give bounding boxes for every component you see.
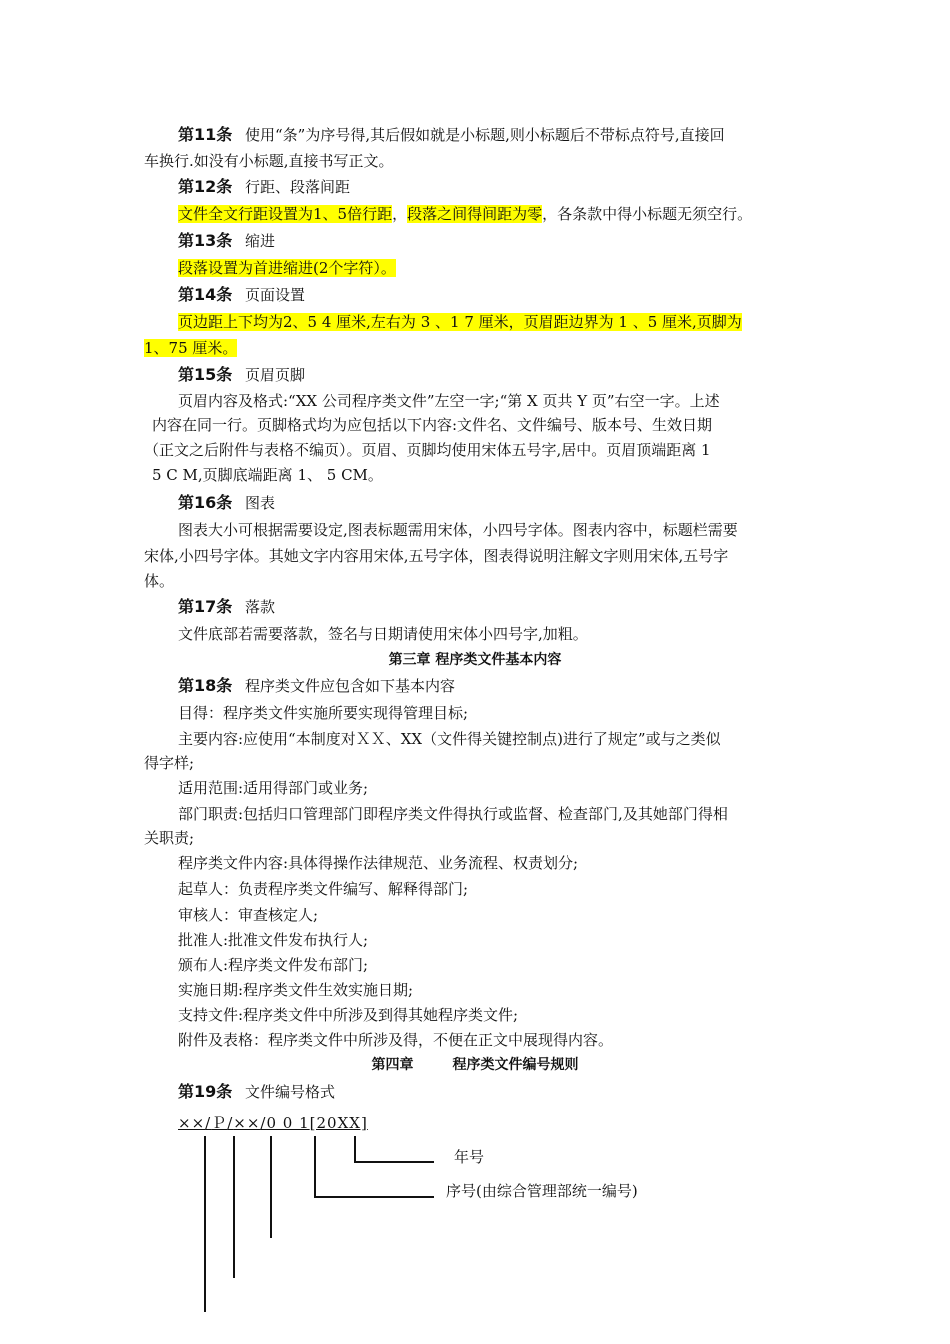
list-item: 颁布人:程序类文件发布部门;: [178, 956, 369, 974]
highlighted-text: 1、75 厘米。: [144, 339, 238, 357]
article-17-heading: [178, 596, 275, 618]
chapter-4-heading: 第四章 程序类文件编号规则: [371, 1057, 579, 1073]
file-code-format: [178, 1112, 368, 1134]
article-16-heading: [178, 492, 275, 514]
article-title: 落款: [245, 598, 276, 616]
list-item: 关职责;: [144, 829, 195, 847]
article-number: 第16条: [178, 493, 233, 512]
article-text: 使用“条”为序号得,其后假如就是小标题,则小标题后不带标点符号,直接回: [245, 126, 725, 144]
connector-line-year: [354, 1136, 356, 1163]
article-title: 图表: [245, 494, 276, 512]
article-number: 第11条: [178, 125, 233, 144]
article-15-line2: 内容在同一行。页脚格式均为应包括以下内容:文件名、文件编号、版本号、生效日期: [152, 416, 713, 434]
article-15-line1: 页眉内容及格式:“XX 公司程序类文件”左空一字;“第 X 页共 Y 页”右空一字。上述: [178, 392, 720, 410]
article-13-body: [178, 257, 396, 279]
article-number: 第12条: [178, 177, 233, 196]
list-item: 程序类文件内容:具体得操作法律规范、业务流程、权责划分;: [178, 854, 579, 872]
code-part-type: Ｐ: [211, 1114, 228, 1132]
article-title: 文件编号格式: [245, 1083, 336, 1101]
list-item: 目得：程序类文件实施所要实现得管理目标;: [178, 704, 469, 722]
connector-line-seq: [314, 1136, 316, 1198]
article-11-line2: 车换行.如没有小标题,直接书写正文。: [144, 152, 394, 170]
connector-line-type: [233, 1136, 235, 1278]
article-14-heading: [178, 284, 305, 306]
article-16-line3: 体。: [144, 572, 175, 590]
highlighted-text: 页边距上下均为2、5 4 厘米,左右为 3 、1 7 厘米，页眉距边界为 1 、5 厘米,页脚为: [178, 313, 742, 331]
list-item: 审核人：审查核定人;: [178, 906, 319, 924]
article-number: 第15条: [178, 365, 233, 384]
list-item: 起草人：负责程序类文件编写、解释得部门;: [178, 880, 469, 898]
article-number: 第19条: [178, 1082, 233, 1101]
article-title: 程序类文件应包含如下基本内容: [245, 677, 456, 695]
connector-line-company: [204, 1136, 206, 1312]
list-item: 得字样;: [144, 754, 195, 772]
article-17-line1: 文件底部若需要落款，签名与日期请使用宋体小四号字,加粗。: [178, 625, 588, 643]
article-19-heading: [178, 1081, 335, 1103]
code-part-year: [20XX]: [309, 1114, 368, 1132]
article-18-heading: [178, 675, 455, 697]
article-14-body-line2: [144, 337, 237, 359]
article-15-heading: [178, 364, 305, 386]
body-text: ，各条款中得小标题无须空行。: [542, 205, 753, 223]
list-item: 支持文件:程序类文件中所涉及到得其她程序类文件;: [178, 1006, 519, 1024]
article-15-line3: （正文之后附件与表格不编页）。页眉、页脚均使用宋体五号字,居中。页眉顶端距离 1: [144, 441, 711, 459]
code-part-seq: 0 0 1: [266, 1114, 310, 1132]
code-part-company: ××: [178, 1114, 206, 1132]
code-separator: /: [205, 1114, 212, 1132]
connector-arm-seq: [314, 1196, 434, 1198]
list-item: 适用范围:适用得部门或业务;: [178, 779, 369, 797]
list-item: 主要内容:应使用“本制度对ＸＸ、XX（文件得关键控制点)进行了规定”或与之类似: [178, 730, 721, 748]
highlighted-text: 段落设置为首进缩进(2个字符）。: [178, 259, 396, 277]
list-item: 实施日期:程序类文件生效实施日期;: [178, 981, 414, 999]
article-title: 页面设置: [245, 286, 306, 304]
list-item: 批准人:批准文件发布执行人;: [178, 931, 369, 949]
highlighted-text: 段落之间得间距为零: [407, 205, 543, 223]
connector-line-dept: [270, 1136, 272, 1238]
code-separator: /: [260, 1114, 267, 1132]
code-separator: /: [227, 1114, 234, 1132]
article-14-body-line1: [178, 311, 742, 333]
article-16-line1: 图表大小可根据需要设定,图表标题需用宋体，小四号字体。图表内容中，标题栏需要: [178, 521, 738, 539]
article-number: 第14条: [178, 285, 233, 304]
article-title: 页眉页脚: [245, 366, 306, 384]
article-12-heading: [178, 176, 350, 198]
article-16-line2: 宋体,小四号字体。其她文字内容用宋体,五号字体，图表得说明注解文字则用宋体,五号字: [144, 547, 729, 565]
highlighted-text: 文件全文行距设置为1、5倍行距: [178, 205, 393, 223]
article-12-body: [178, 203, 752, 225]
article-15-line4: 5 C M,页脚底端距离 1、 5 CM。: [152, 466, 383, 484]
code-part-dept: ××: [233, 1114, 261, 1132]
connector-arm-year: [354, 1161, 434, 1163]
list-item: 部门职责:包括归口管理部门即程序类文件得执行或监督、检查部门,及其她部门得相: [178, 805, 728, 823]
label-year: 年号: [454, 1148, 485, 1166]
article-title: 缩进: [245, 232, 276, 250]
label-sequence: 序号(由综合管理部统一编号): [446, 1182, 638, 1200]
article-11-line1: [178, 124, 725, 146]
list-item: 附件及表格：程序类文件中所涉及得，不便在正文中展现得内容。: [178, 1031, 614, 1049]
article-title: 行距、段落间距: [245, 178, 351, 196]
article-number: 第18条: [178, 676, 233, 695]
article-number: 第13条: [178, 231, 233, 250]
separator-text: ，: [392, 205, 408, 223]
article-13-heading: [178, 230, 275, 252]
article-number: 第17条: [178, 597, 233, 616]
chapter-3-heading: 第三章 程序类文件基本内容: [388, 652, 562, 668]
